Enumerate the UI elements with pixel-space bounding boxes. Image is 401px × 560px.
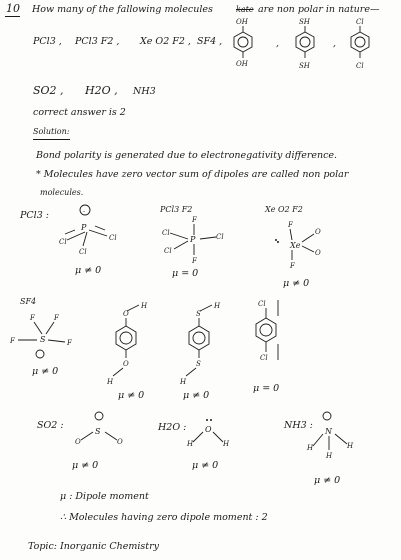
dithiol-moment: μ ≠ 0 — [183, 390, 210, 401]
molecule-xeo2f2: Xe O2 F2 , — [140, 36, 191, 47]
pcl3-moment: μ ≠ 0 — [75, 265, 102, 276]
svg-text:F: F — [290, 262, 295, 270]
svg-text:F: F — [192, 216, 197, 224]
topic: Topic: Inorganic Chemistry — [28, 541, 160, 552]
svg-text:O: O — [75, 438, 81, 446]
dipole-legend: μ : Dipole moment — [60, 491, 149, 502]
pcl3f2-diagram — [160, 215, 230, 265]
benzenedithiol-structure — [292, 15, 322, 77]
svg-text:O: O — [123, 310, 129, 318]
svg-text:Cl: Cl — [162, 229, 170, 237]
nh3-diagram — [305, 410, 360, 465]
molecule-nh3: NH3 — [133, 86, 156, 97]
molecule-h2o: H2O , — [85, 84, 118, 97]
svg-text:O: O — [315, 228, 321, 236]
svg-text:Cl: Cl — [164, 247, 172, 255]
svg-text:O: O — [123, 360, 129, 368]
svg-text:Cl: Cl — [216, 233, 224, 241]
h2o-moment: μ ≠ 0 — [192, 460, 219, 471]
svg-text:-: - — [83, 208, 86, 215]
molecule-so2: SO2 , — [33, 84, 64, 97]
svg-text:F: F — [10, 337, 15, 345]
so2-diagram — [75, 410, 130, 450]
hydroquinone-structure — [230, 15, 260, 75]
svg-text:S: S — [196, 360, 201, 368]
pcl3f2-label: PCl3 F2 — [160, 205, 193, 214]
ring-label: OH — [236, 60, 248, 68]
svg-text:P: P — [190, 235, 196, 244]
sf4-diagram — [10, 310, 85, 365]
svg-text:H: H — [307, 444, 314, 452]
svg-text:H: H — [180, 378, 187, 386]
svg-text:Cl: Cl — [260, 354, 268, 362]
question-text-start: How many of the fallowing molecules — [32, 4, 213, 15]
question-number: 10 — [6, 2, 20, 15]
sf4-moment: μ ≠ 0 — [32, 366, 59, 377]
svg-text:F: F — [67, 339, 72, 347]
svg-text:Xe: Xe — [290, 241, 301, 250]
svg-text:H: H — [223, 440, 230, 448]
ring-label: Cl — [356, 18, 364, 26]
svg-text:N: N — [325, 427, 332, 436]
ring-label: SH — [299, 18, 310, 26]
svg-text:H: H — [347, 442, 354, 450]
answer-text: correct answer is 2 — [33, 107, 126, 118]
conclusion: ∴ Molecules having zero dipole moment : 2 — [60, 512, 268, 523]
svg-text:F: F — [30, 314, 35, 322]
svg-text:S: S — [40, 335, 46, 344]
ring-label: Cl — [356, 62, 364, 70]
ring-label: OH — [236, 18, 248, 26]
hydroquinone-dipole-diagram — [105, 298, 165, 386]
pcl3f2-moment: μ = 0 — [172, 268, 199, 279]
nh3-moment: μ ≠ 0 — [314, 475, 341, 486]
svg-text:F: F — [288, 221, 293, 229]
nh3-label: NH3 : — [284, 420, 313, 431]
dichloro-moment: μ = 0 — [253, 383, 280, 394]
svg-text:O: O — [315, 249, 321, 257]
dichlorobenzene-structure — [347, 15, 377, 77]
svg-text:H: H — [107, 378, 114, 386]
so2-label: SO2 : — [37, 420, 64, 431]
sf4-label: SF4 — [20, 297, 37, 306]
svg-text:S: S — [196, 310, 201, 318]
so2-moment: μ ≠ 0 — [72, 460, 99, 471]
svg-text:Cl: Cl — [109, 234, 117, 242]
xeo2f2-diagram — [270, 220, 330, 270]
h2o-diagram — [185, 412, 235, 450]
svg-text:O: O — [117, 438, 123, 446]
question-text-end: are non polar in nature— — [258, 4, 380, 15]
solution-line-2: * Molecules have zero vector sum of dipoles are called non polar — [36, 169, 349, 180]
pcl3-label: PCl3 : — [20, 210, 49, 221]
svg-text:P: P — [81, 223, 87, 232]
svg-text:S: S — [95, 427, 101, 436]
xeo2f2-moment: μ ≠ 0 — [283, 278, 310, 289]
svg-text:H: H — [214, 302, 221, 310]
solution-heading: Solution: — [33, 127, 70, 136]
xeo2f2-label: Xe O2 F2 — [265, 205, 303, 214]
h2o-label: H2O : — [158, 422, 187, 433]
svg-text:Cl: Cl — [258, 300, 266, 308]
pcl3-diagram — [55, 200, 135, 260]
struck-word: kate — [236, 5, 254, 14]
svg-text:O: O — [205, 425, 212, 434]
molecule-sf4: SF4 , — [197, 36, 223, 47]
svg-text:F: F — [54, 314, 59, 322]
svg-text:F: F — [192, 257, 197, 265]
dithiol-dipole-diagram — [178, 298, 238, 386]
svg-text:H: H — [326, 452, 333, 460]
solution-line-3: molecules. — [40, 188, 84, 197]
svg-text:Cl: Cl — [59, 238, 67, 246]
solution-line-1: Bond polarity is generated due to electronegativity difference. — [36, 150, 338, 161]
svg-text:H: H — [187, 440, 194, 448]
molecule-pcl3f2: PCl3 F2 , — [75, 36, 120, 47]
hydroquinone-moment: μ ≠ 0 — [118, 390, 145, 401]
dichloro-dipole-diagram — [248, 296, 298, 376]
svg-text:Cl: Cl — [79, 248, 87, 256]
svg-text:H: H — [141, 302, 148, 310]
molecule-pcl3: PCl3 , — [33, 36, 62, 47]
ring-label: SH — [299, 62, 310, 70]
